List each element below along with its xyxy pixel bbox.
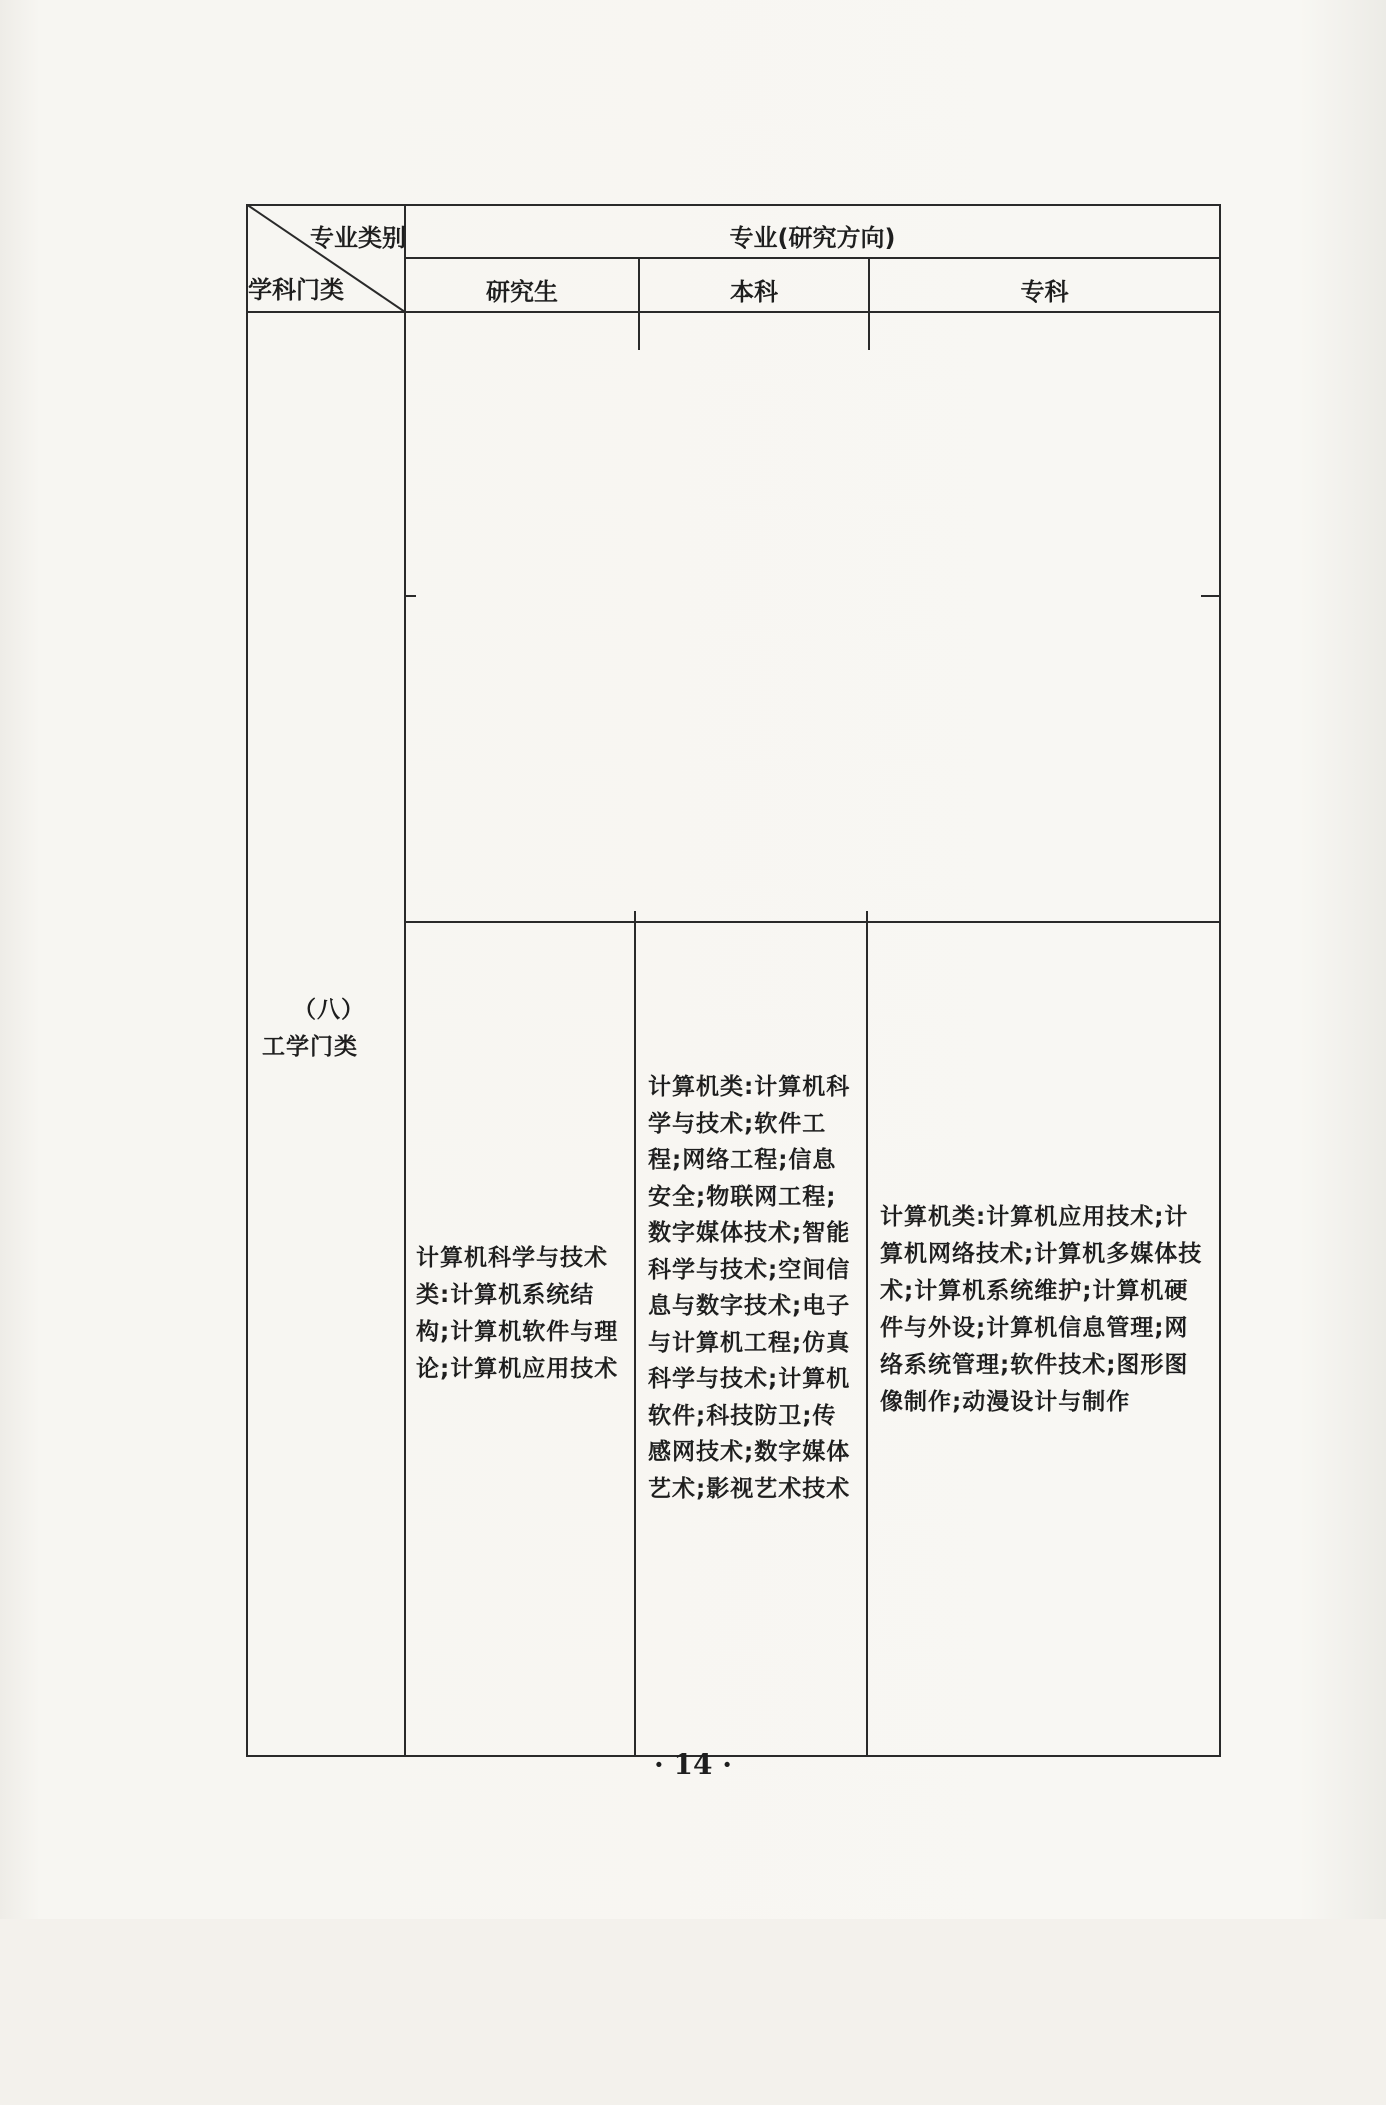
vocational-majors: 计算机类:计算机应用技术;计算机网络技术;计算机多媒体技术;计算机系统维护;计算机硬件与外设;计算机信息管理;网络系统管理;软件技术;图形图像制作;动漫设计与制作 (880, 1204, 1203, 1415)
column-header-vocational: 专科 (1020, 278, 1069, 306)
column-header-graduate: 研究生 (486, 278, 558, 306)
column-header-undergraduate: 本科 (730, 278, 778, 306)
margin-tick-right (1201, 595, 1219, 597)
page-number: · 14 · (654, 1748, 732, 1781)
category-number: （八） (293, 997, 365, 1023)
graduate-majors: 计算机科学与技术类:计算机系统结构;计算机软件与理论;计算机应用技术 (416, 1245, 619, 1382)
corner-top-label: 专业类别 (310, 224, 406, 252)
margin-tick-left (404, 595, 416, 597)
column-divider-2-lower (866, 911, 868, 1757)
category-column-divider (404, 204, 406, 1757)
corner-bottom-label: 学科门类 (248, 276, 344, 304)
undergraduate-majors: 计算机类:计算机科学与技术;软件工程;网络工程;信息安全;物联网工程;数字媒体技术;智能科学与技术;空间信息与数字技术;电子与计算机工程;仿真科学与技术;计算机软件;科技防卫;传感网技术;数字媒体艺术;影视艺术技术 (648, 1074, 851, 1502)
major-catalog-table (246, 204, 1221, 2105)
column-divider-1-lower (634, 911, 636, 1757)
category-name: 工学门类 (262, 1034, 358, 1060)
table-left-border (246, 204, 248, 1757)
table-right-border (1219, 204, 1221, 1757)
row-divider (406, 921, 1221, 923)
group-header: 专业(研究方向) (729, 224, 896, 252)
header-subdivider (406, 257, 1221, 259)
